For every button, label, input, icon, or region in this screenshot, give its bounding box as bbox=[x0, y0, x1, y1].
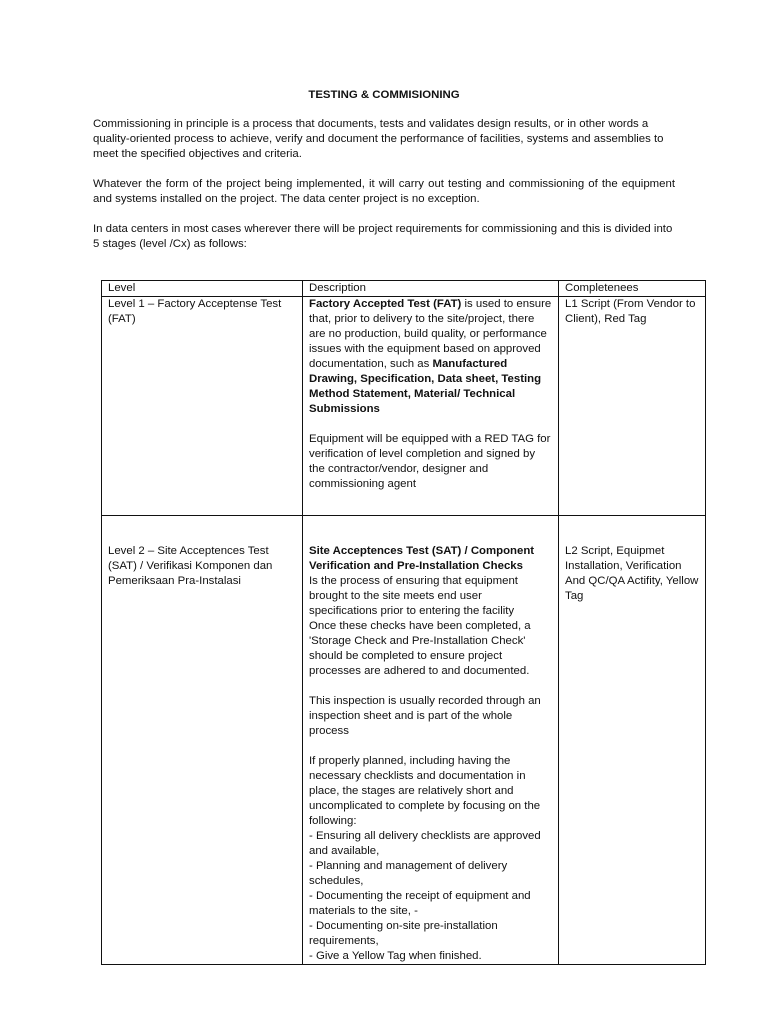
table-row bbox=[102, 516, 706, 965]
table-header-row bbox=[102, 281, 706, 297]
level-cell: Level 1 – Factory Acceptense Test (FAT) bbox=[102, 297, 303, 516]
bullet-item: - Planning and management of delivery schedules, bbox=[309, 860, 508, 887]
bullet-item: - Ensuring all delivery checklists are approved and available, bbox=[309, 830, 541, 857]
description-cell bbox=[303, 516, 559, 965]
description-emphasis: Manufactured Drawing, Specification, Data sheet, Testing Method Statement, Material/ Technical Submissions bbox=[309, 358, 542, 415]
bullet-item: - Give a Yellow Tag when finished. bbox=[309, 950, 482, 962]
bullet-item: - Documenting the receipt of equipment and materials to the site, - bbox=[309, 890, 531, 917]
header-completeness: Completenees bbox=[559, 281, 706, 297]
description-text: is used to ensure that, prior to delivery to the site/project, there are no production, build quality, or performance issues with the equipment based on approved documentation, such as bbox=[309, 298, 552, 370]
intro-paragraph: Commissioning in principle is a process that documents, tests and validates design results, or in other words a quality-oriented process to achieve, verify and document the performance of facilities, systems and assemblies to meet the specified objectives and criteria. bbox=[93, 118, 664, 160]
completeness-text: L2 Script, Equipmet Installation, Verification And QC/QA Actifity, Yellow Tag bbox=[565, 545, 699, 602]
bullet-item: - Documenting on-site pre-installation requirements, bbox=[309, 920, 498, 947]
description-main bbox=[309, 297, 552, 417]
level-text: Level 2 – Site Acceptences Test (SAT) / Verifikasi Komponen dan Pemeriksaan Pra-Instalasi bbox=[108, 545, 273, 587]
completeness-cell: L1 Script (From Vendor to Client), Red Tag bbox=[559, 297, 706, 516]
commissioning-levels-table bbox=[101, 280, 706, 965]
level-cell bbox=[102, 516, 303, 965]
document-title: TESTING & COMMISIONING bbox=[308, 89, 460, 101]
header-level: Level bbox=[102, 281, 303, 297]
description-text: Once these checks have been completed, a 'Storage Check and Pre-Installation Check' should be completed to ensure project processes are adhered to and documented. bbox=[309, 620, 531, 677]
description-text: This inspection is usually recorded through an inspection sheet and is part of the whole process bbox=[309, 695, 541, 737]
description-cell bbox=[303, 297, 559, 516]
description-text: Is the process of ensuring that equipment brought to the site meets end user specifications prior to entering the facility bbox=[309, 575, 518, 617]
header-description: Description bbox=[303, 281, 559, 297]
project-paragraph: Whatever the form of the project being implemented, it will carry out testing and commissioning of the equipment and systems installed on the project. The data center project is no exception. bbox=[93, 178, 675, 205]
description-lead: Factory Accepted Test (FAT) bbox=[309, 298, 462, 310]
description-text: If properly planned, including having the necessary checklists and documentation in place, the stages are relatively short and uncomplicated to complete by focusing on the following: bbox=[309, 755, 541, 827]
stages-paragraph: In data centers in most cases wherever there will be project requirements for commissioning and this is divided into 5 stages (level /Cx) as follows: bbox=[93, 223, 673, 250]
description-lead: Site Acceptences Test (SAT) / Component Verification and Pre-Installation Checks bbox=[309, 545, 535, 572]
completeness-cell bbox=[559, 516, 706, 965]
description-tag-note: Equipment will be equipped with a RED TAG for verification of level completion and signed by the contractor/vendor, designer and commissioning agent bbox=[309, 433, 551, 490]
table-row bbox=[102, 297, 706, 516]
